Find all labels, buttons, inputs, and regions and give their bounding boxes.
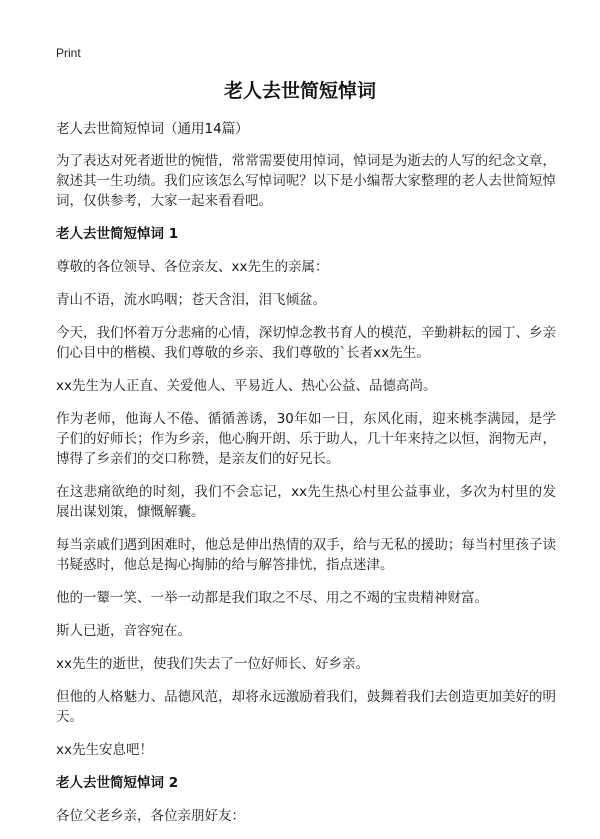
section-heading-1: 老人去世简短悼词 1: [56, 226, 179, 242]
paragraph: 作为老师，他诲人不倦、循循善诱，30年如一日，东风化雨，迎来桃李满园，是学子们的好师长；作为乡亲，他心胸开朗、乐于助人，几十年来持之以恒，润物无声，博得了乡亲们的交口称赞，是亲友们的好兄长。: [56, 411, 556, 467]
paragraph: xx先生为人正直、关爱他人、平易近人、热心公益、品德高尚。: [56, 378, 437, 394]
document-subtitle: 老人去世简短悼词（通用14篇）: [56, 121, 249, 137]
paragraph: 在这悲痛欲绝的时刻，我们不会忘记，xx先生热心村里公益事业，多次为村里的发展出谋划策，慷慨解囊。: [56, 484, 556, 520]
paragraph: 但他的人格魅力、品德风范，却将永远激励着我们，鼓舞着我们去创造更加美好的明天。: [56, 689, 556, 725]
print-link[interactable]: Print: [56, 46, 81, 60]
paragraph: xx先生的逝世，使我们失去了一位好师长、好乡亲。: [56, 656, 369, 672]
paragraph: 今天，我们怀着万分悲痛的心情，深切悼念教书育人的模范，辛勤耕耘的园丁、乡亲们心目中的楷模、我们尊敬的乡亲、我们尊敬的`长者xx先生。: [56, 325, 556, 361]
intro-paragraph: 为了表达对死者逝世的惋惜，常常需要使用悼词，悼词是为逝去的人写的纪念文章，叙述其一生功绩。我们应该怎么写悼词呢？以下是小编帮大家整理的老人去世简短悼词，仅供参考，大家一起来看看吧。: [56, 153, 556, 209]
paragraph: 各位父老乡亲，各位亲朋好友：: [56, 808, 245, 824]
paragraph: 青山不语，流水呜咽；苍天含泪，泪飞倾盆。: [56, 292, 326, 308]
paragraph: 尊敬的各位领导、各位亲友、xx先生的亲属：: [56, 259, 329, 275]
document-title: 老人去世简短悼词: [223, 80, 376, 102]
paragraph: xx先生安息吧！: [56, 742, 153, 758]
document-body: [56, 119, 556, 839]
paragraph: 斯人已逝，音容宛在。: [56, 623, 191, 639]
paragraph: 他的一颦一笑、一举一动都是我们取之不尽、用之不竭的宝贵精神财富。: [56, 590, 488, 606]
section-heading-2: 老人去世简短悼词 2: [56, 775, 179, 791]
paragraph: 每当亲戚们遇到困难时，他总是伸出热情的双手，给与无私的援助；每当村里孩子读书疑惑时，他总是掏心掏肺的给与解答排忧，指点迷津。: [56, 537, 556, 573]
